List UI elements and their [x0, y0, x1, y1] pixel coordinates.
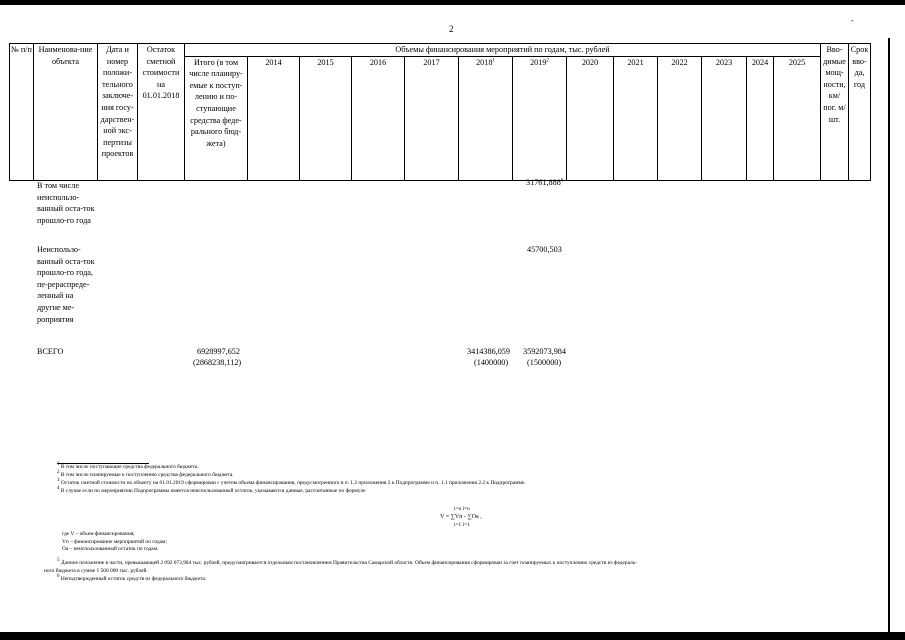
formula-top: i=n i=n: [454, 506, 470, 512]
value-2018: 3414386,059: [467, 347, 510, 356]
footnote-5-cont: ного бюджета в сумме 1 500 000 тыс. рублей.: [44, 568, 148, 574]
stray-mark: -: [851, 16, 854, 25]
row-label-total: ВСЕГО: [37, 347, 64, 356]
value-2019-federal: (1500000): [527, 358, 562, 367]
top-border: [0, 0, 905, 5]
year-cell: 2023: [702, 56, 747, 180]
row-label-redistributed: Неиспользо-ванный оста-ток прошло-го года, пе-рераспреде-ленный на другие ме-роприятия: [37, 245, 95, 324]
col-financing: Объемы финансирования мероприятий по годам, тыс. рублей: [185, 44, 821, 57]
footnote-4: $^4$ В случае если по мероприятию Подпрограммы имеется неиспользованный остаток, указываются данные, рассчитанные по формуле: [57, 486, 366, 494]
row-label-unused-balance: В том числе неиспользо-ванный оста-ток прошло-го года: [37, 181, 95, 225]
year-cell: 2016: [352, 56, 405, 180]
col-no: № п/п: [10, 44, 34, 181]
year-cell: 2017: [405, 56, 459, 180]
col-name: Наименова-ние объекта: [34, 44, 98, 181]
footnote-2: $^2$ В том числе планируемые к поступлению средства федерального бюджета.: [57, 470, 234, 478]
year-cell: 2021: [614, 56, 658, 180]
year-cell: 2025: [774, 56, 821, 180]
year-cell: 2015: [300, 56, 352, 180]
total-federal-value: (2868238,112): [193, 358, 242, 367]
year-cell: 2014: [248, 56, 300, 180]
year-cell: 2022: [658, 56, 702, 180]
year-cell: 2019$^2$: [513, 56, 567, 180]
col-capacity: Вво-димые мощ-ности, км/ пог. м/шт.: [821, 44, 849, 181]
footnote-5: $^5$ Данное положение в части, превышающей 2 092 073,984 тыс. рублей, предусматривается отдельным постановлением Правительства Самарской области. Объем финансирования сформирован за счет планируемых к поступлению средств из федераль-: [57, 558, 637, 566]
page-edge: [888, 38, 890, 638]
col-date: Дата и номер положи-тельного заключе-ния госу-дарствен-ной экс-пертизы проектов: [98, 44, 138, 181]
col-balance: Остаток сметной стоимости на 01.01.2018: [138, 44, 185, 181]
footnote-3: $^3$ Остаток сметной стоимости по объекту на 01.01.2019 сформирован с учетом объема финансирования, предусмотренного в п. 1.2 приложения 2 к Подпрограмме и п. 1.1 приложения 2.2 к Подпрограмме.: [57, 478, 526, 486]
col-total: Итого (в том числе планиру-емые к поступ-лению и по-ступающие средства феде-рального бюд-жета): [185, 56, 248, 180]
value-2018-federal: (1400000): [474, 358, 509, 367]
year-cell: 2020: [567, 56, 614, 180]
formula-oa: Oа – неиспользованный остаток по годам.: [62, 546, 159, 552]
row-value-2019: 31761,888$^6$: [526, 178, 564, 187]
formula-bottom: i=1 i=1: [454, 522, 470, 528]
bottom-border: [0, 632, 905, 640]
year-cell: 2018$^1$: [459, 56, 513, 180]
header-table: [9, 43, 871, 181]
formula: V = ∑Vп - ∑Oа ,: [440, 514, 482, 520]
value-2019: 3592073,984: [523, 347, 566, 356]
page-number: 2: [449, 24, 454, 34]
formula-where: где V – объем финансирования;: [62, 531, 135, 537]
row-value-2019: 45700,503: [527, 245, 562, 254]
col-term: Срок вво-да, год: [849, 44, 871, 181]
year-cell: 2024: [747, 56, 774, 180]
formula-vn: Vп – финансирование мероприятий по годам;: [62, 539, 167, 545]
footnote-1: $^1$ В том числе поступающие средства федерального бюджета.: [57, 462, 199, 470]
footnote-6: $^6$ Неподтвержденный остаток средств из федерального бюджета.: [57, 574, 207, 582]
total-value: 6928997,652: [197, 347, 240, 356]
